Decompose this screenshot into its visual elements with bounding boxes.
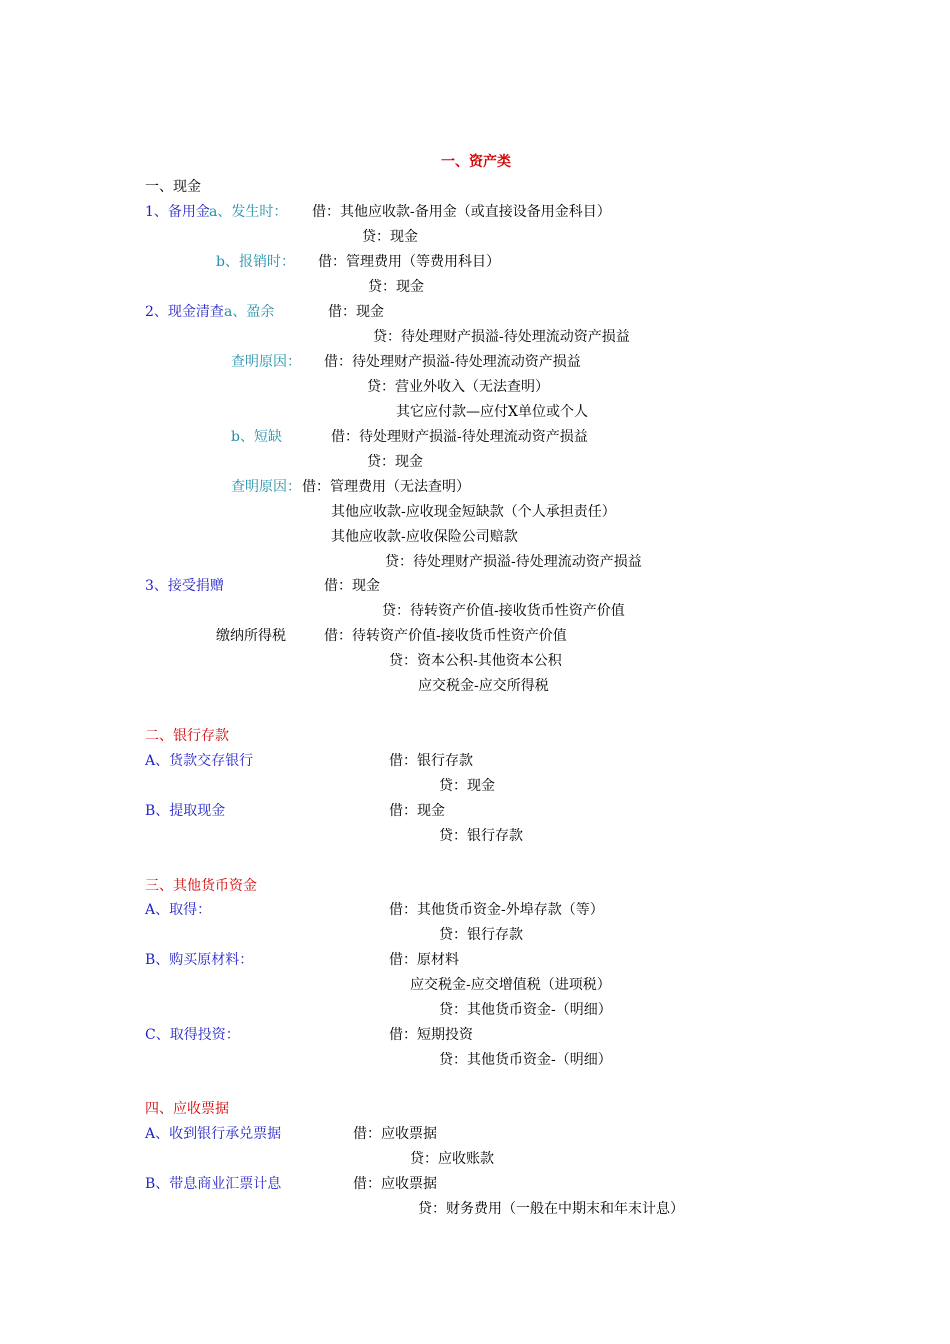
entry-credit: 贷：现金: [439, 778, 495, 794]
entry-debit: 借：其他货币资金-外埠存款（等）: [389, 902, 604, 918]
entry-credit: 贷：资本公积-其他资本公积: [389, 653, 562, 669]
section-heading-other-funds: 三、其他货币资金: [145, 878, 257, 894]
entry-credit: 贷：银行存款: [439, 927, 523, 943]
entry-debit-line2: 其他应收款-应收现金短缺款（个人承担责任）: [331, 504, 616, 520]
entry-debit: 借：现金: [389, 803, 445, 819]
entry-credit: 贷：银行存款: [439, 828, 523, 844]
sub-label-surplus: a、盈余: [224, 304, 275, 320]
entry-debit: 借：待处理财产损溢-待处理流动资产损益: [324, 354, 581, 370]
page-title: 一、资产类: [441, 154, 511, 170]
sub-label-shortage: b、短缺: [231, 429, 282, 445]
entry-debit: 借：现金: [324, 578, 380, 594]
entry-debit: 借：管理费用（等费用科目）: [318, 254, 500, 270]
entry-debit-line3: 其他应收款-应收保险公司赔款: [331, 529, 518, 545]
entry-debit: 借：短期投资: [389, 1027, 473, 1043]
entry-credit: 贷：应收账款: [410, 1151, 494, 1167]
item-label-petty-cash: 1、备用金: [145, 204, 210, 220]
item-label-bank-acceptance: A、收到银行承兑票据: [145, 1126, 282, 1142]
item-label-deposit: A、货款交存银行: [145, 753, 254, 769]
sub-label-identified: 查明原因：: [231, 479, 301, 495]
entry-credit: 贷：待处理财产损溢-待处理流动资产损益: [373, 329, 630, 345]
entry-credit: 贷：待转资产价值-接收货币性资产价值: [382, 603, 625, 619]
entry-credit: 贷：其他货币资金-（明细）: [439, 1002, 612, 1018]
entry-credit-line2: 应交税金-应交所得税: [418, 678, 549, 694]
entry-debit: 借：银行存款: [389, 753, 473, 769]
entry-debit: 借：管理费用（无法查明）: [302, 479, 470, 495]
entry-debit: 借：应收票据: [353, 1126, 437, 1142]
entry-debit-line2: 应交税金-应交增值税（进项税）: [410, 977, 611, 993]
entry-debit: 借：现金: [328, 304, 384, 320]
item-label-interest-bill: B、带息商业汇票计息: [145, 1176, 282, 1192]
section-heading-bank-deposit: 二、银行存款: [145, 728, 229, 744]
section-heading-notes-receivable: 四、应收票据: [145, 1101, 229, 1117]
sub-label-occur: a、发生时：: [209, 204, 288, 220]
entry-credit: 贷：财务费用（一般在中期末和年末计息）: [418, 1201, 684, 1217]
entry-credit: 贷：现金: [367, 454, 423, 470]
entry-credit: 贷：其他货币资金-（明细）: [439, 1052, 612, 1068]
sub-label-identified: 查明原因：: [231, 354, 301, 370]
entry-debit: 借：应收票据: [353, 1176, 437, 1192]
item-label-donation: 3、接受捐赠: [145, 578, 224, 594]
entry-credit: 贷：现金: [362, 229, 418, 245]
item-label-materials: B、购买原材料：: [145, 952, 254, 968]
sub-label-income-tax: 缴纳所得税: [216, 628, 286, 644]
entry-credit: 贷：营业外收入（无法查明）: [367, 379, 549, 395]
entry-credit: 贷：待处理财产损溢-待处理流动资产损益: [385, 554, 642, 570]
entry-debit: 借：待处理财产损溢-待处理流动资产损益: [331, 429, 588, 445]
entry-credit: 贷：现金: [368, 279, 424, 295]
item-label-investment: C、取得投资：: [145, 1027, 240, 1043]
item-label-cash-check: 2、现金清查: [145, 304, 224, 320]
section-heading-cash: 一、现金: [145, 179, 201, 195]
entry-debit: 借：其他应收款-备用金（或直接设备用金科目）: [312, 204, 611, 220]
item-label-obtain: A、取得：: [145, 902, 212, 918]
item-label-withdraw: B、提取现金: [145, 803, 226, 819]
entry-credit-line2: 其它应付款—应付X单位或个人: [396, 404, 588, 420]
sub-label-reimburse: b、报销时：: [216, 254, 295, 270]
entry-debit: 借：原材料: [389, 952, 459, 968]
entry-debit: 借：待转资产价值-接收货币性资产价值: [324, 628, 567, 644]
